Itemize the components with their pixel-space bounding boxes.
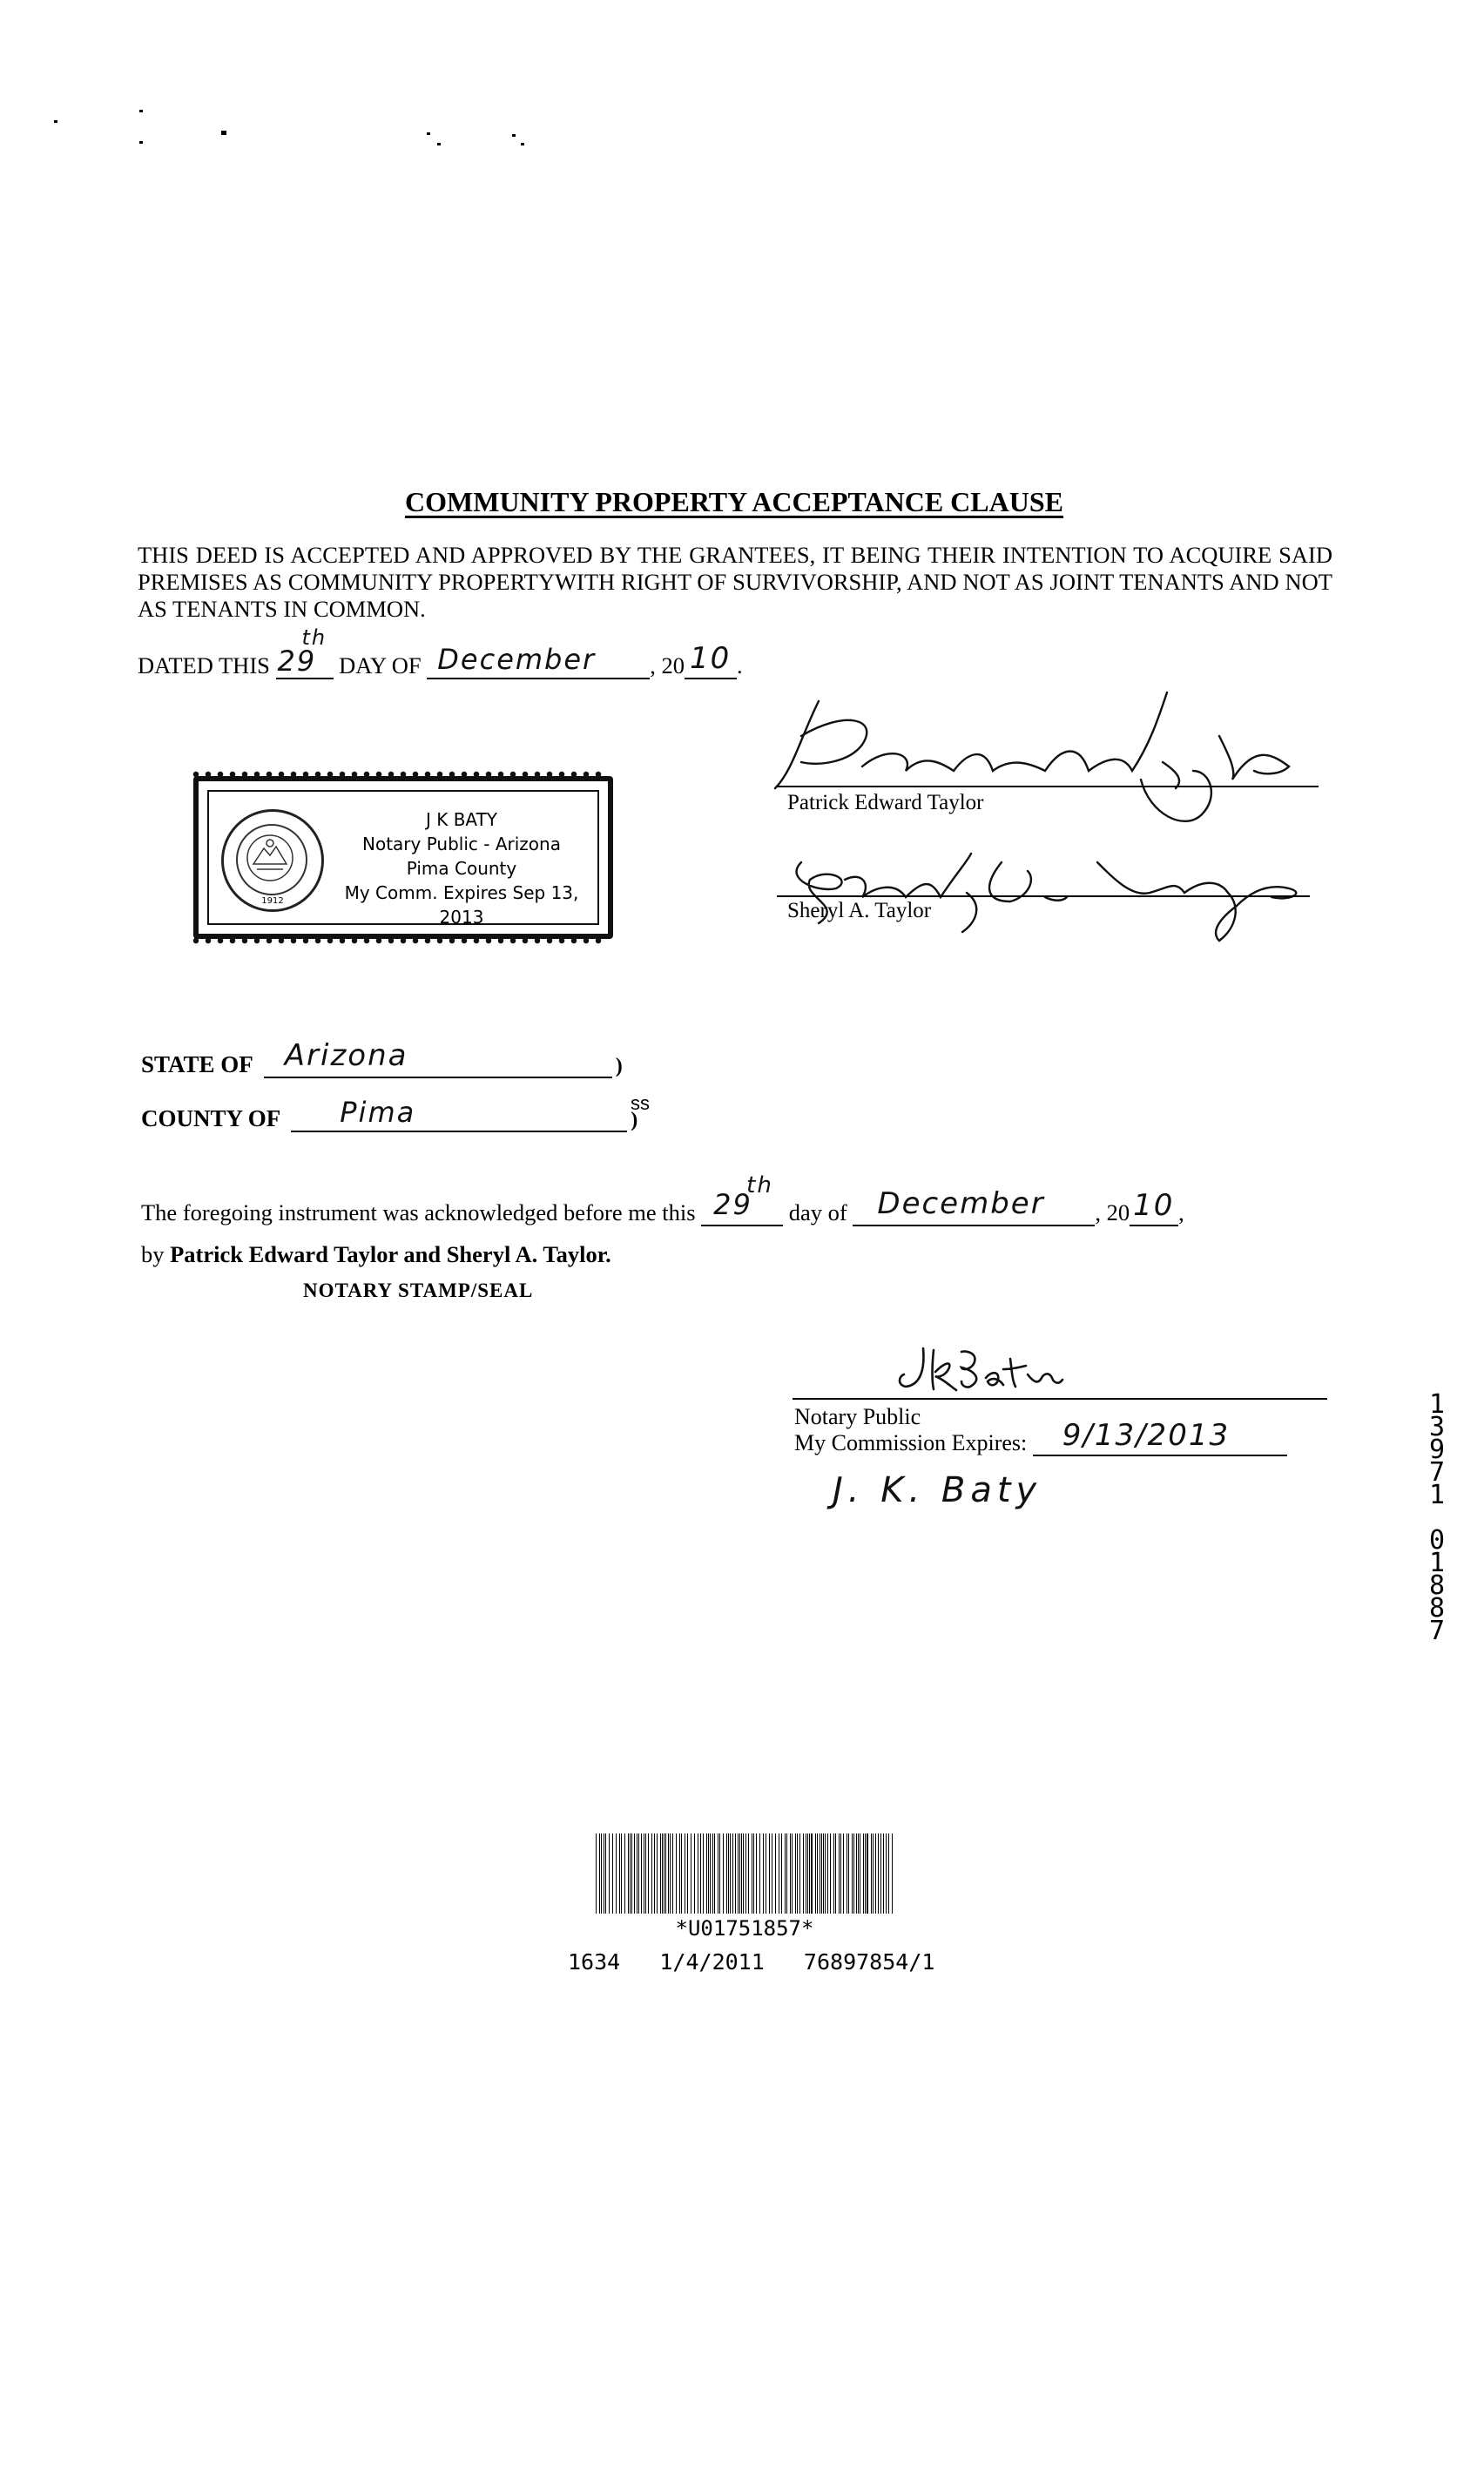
barcode-bar: [839, 1833, 840, 1914]
stamp-text-block: [322, 807, 601, 929]
barcode-bar: [830, 1833, 831, 1914]
barcode-bar: [797, 1833, 798, 1914]
barcode-bar: [657, 1833, 658, 1914]
county-value: Pima: [340, 1096, 416, 1129]
barcode-bar: [738, 1833, 739, 1914]
state-label: STATE OF: [141, 1051, 253, 1077]
dated-month-field: [427, 643, 650, 679]
barcode-bar: [803, 1833, 804, 1914]
barcode-bar: [745, 1833, 746, 1914]
barcode-bar: [708, 1833, 709, 1914]
barcode-bar: [670, 1833, 671, 1914]
ack-prefix: The foregoing instrument was acknowledged before me this: [141, 1199, 696, 1225]
side-digit: 9: [1428, 1435, 1446, 1465]
barcode-bar: [665, 1833, 666, 1914]
barcode-bar: [681, 1833, 682, 1914]
dated-day-field: [276, 625, 334, 679]
signature-line-1: [777, 786, 1319, 787]
barcode-meta: 1634 1/4/2011 76897854/1: [568, 1949, 935, 1975]
barcode-bar: [624, 1833, 625, 1914]
barcode-bar: [700, 1833, 701, 1914]
barcode-bar: [840, 1833, 841, 1914]
side-recording-number: [1420, 1389, 1454, 1646]
barcode-bar: [612, 1833, 613, 1914]
barcode-bar: [703, 1833, 704, 1914]
barcode-bar: [634, 1833, 635, 1914]
dated-year-field: [685, 641, 737, 679]
side-digit: 8: [1428, 1593, 1446, 1624]
barcode-bar: [676, 1833, 677, 1914]
barcode-bar: [648, 1833, 649, 1914]
stamp-edge: [190, 937, 606, 944]
arizona-seal-icon: [221, 809, 324, 912]
barcode-bar: [790, 1833, 791, 1914]
notary-stamp-seal-label: NOTARY STAMP/SEAL: [303, 1280, 534, 1301]
barcode-code: *U01751857*: [675, 1916, 814, 1941]
barcode-bar: [631, 1833, 632, 1914]
barcode-bar: [809, 1833, 810, 1914]
ack-year-field: [1130, 1188, 1178, 1226]
scan-speck: [521, 143, 524, 145]
county-bracket: ): [631, 1109, 638, 1131]
barcode-bar: [679, 1833, 680, 1914]
dated-prefix: DATED THIS: [138, 652, 270, 679]
notary-signature-graphic: [888, 1341, 1080, 1404]
barcode-bar: [799, 1833, 800, 1914]
dated-year-value: 10: [690, 641, 732, 676]
barcode-bar: [638, 1833, 639, 1914]
state-field: [264, 1038, 612, 1078]
ack-day-field: [701, 1172, 783, 1226]
barcode-bar: [732, 1833, 733, 1914]
barcode-bar: [645, 1833, 646, 1914]
notary-signature-line: [793, 1398, 1327, 1400]
barcode-bar: [863, 1833, 864, 1914]
barcode-bar: [739, 1833, 740, 1914]
dated-day-of: DAY OF: [339, 652, 422, 679]
barcode-bar: [811, 1833, 813, 1914]
side-digit: 8: [1428, 1570, 1446, 1601]
barcode-bar: [825, 1833, 826, 1914]
barcode-bar: [748, 1833, 749, 1914]
barcode-bar: [651, 1833, 652, 1914]
barcode-bar: [599, 1833, 600, 1914]
seal-inner-ring: [236, 824, 307, 895]
notary-public-label: Notary Public: [794, 1404, 921, 1429]
barcode-bar: [886, 1833, 887, 1914]
barcode-bar: [596, 1833, 597, 1914]
barcode-bar: [719, 1833, 720, 1914]
document-title: COMMUNITY PROPERTY ACCEPTANCE CLAUSE: [405, 486, 1063, 517]
barcode-bar: [706, 1833, 707, 1914]
barcode-bar: [848, 1833, 849, 1914]
barcode-bar: [867, 1833, 868, 1914]
side-digit: 0: [1428, 1525, 1446, 1556]
side-digit: 3: [1428, 1412, 1446, 1442]
scan-speck: [54, 120, 57, 123]
ack-year-value: 10: [1133, 1188, 1175, 1223]
barcode-bar: [609, 1833, 610, 1914]
barcode-bar: [714, 1833, 715, 1914]
barcode-bar: [712, 1833, 713, 1914]
barcode-bar: [856, 1833, 857, 1914]
barcode-bar: [817, 1833, 818, 1914]
barcode-bar: [781, 1833, 782, 1914]
notary-stamp: [193, 776, 613, 939]
barcode-bar: [875, 1833, 876, 1914]
barcode-bar: [694, 1833, 695, 1914]
barcode-bar: [833, 1833, 834, 1914]
stamp-expiration: My Comm. Expires Sep 13, 2013: [344, 882, 579, 928]
stamp-edge: [190, 771, 606, 778]
state-value: Arizona: [284, 1038, 408, 1073]
state-bracket: ): [615, 1055, 623, 1077]
barcode-bar: [878, 1833, 879, 1914]
barcode-bar: [852, 1833, 853, 1914]
scan-speck: [139, 110, 143, 112]
barcode-bar: [619, 1833, 620, 1914]
signer-1-name: Patrick Edward Taylor: [787, 791, 984, 814]
barcode-bar: [756, 1833, 757, 1914]
barcode-bar: [883, 1833, 884, 1914]
dated-end: .: [737, 652, 743, 679]
notary-printed-name: J. K. Baty: [833, 1470, 1042, 1510]
barcode-bar: [786, 1833, 787, 1914]
ack-month-value: December: [877, 1186, 1045, 1221]
barcode-bar: [723, 1833, 724, 1914]
barcode-bar: [823, 1833, 824, 1914]
ack-day-value: 29: [713, 1188, 752, 1221]
barcode-bar: [710, 1833, 711, 1914]
barcode-bar: [880, 1833, 881, 1914]
barcode-graphic: [594, 1833, 897, 1914]
by-names: Patrick Edward Taylor and Sheryl A. Taylor: [170, 1241, 606, 1267]
side-digit: 1: [1428, 1389, 1446, 1420]
stamp-notary-title: Notary Public - Arizona: [362, 834, 561, 854]
acceptance-clause-text: THIS DEED IS ACCEPTED AND APPROVED BY THE GRANTEES, IT BEING THEIR INTENTION TO ACQUIRE SAID PREMISES AS COMMUNITY PROPERTYWITH RIGHT OF SURVIVORSHIP, AND NOT AS JOINT TENANTS AND NOT AS TENANTS IN COMMON.: [138, 542, 1332, 622]
ack-end: ,: [1178, 1199, 1184, 1225]
ack-day-of: day of: [788, 1199, 847, 1225]
commission-expires-label: My Commission Expires:: [794, 1430, 1028, 1455]
barcode-bar: [730, 1833, 731, 1914]
barcode-bar: [630, 1833, 631, 1914]
barcode-bar: [616, 1833, 617, 1914]
acknowledgment-by-line: [141, 1241, 611, 1268]
commission-expires-row: [794, 1418, 1287, 1456]
scan-speck: [427, 132, 430, 135]
side-digit: 7: [1428, 1457, 1446, 1488]
signature-patrick-graphic: [766, 684, 1324, 841]
barcode-bar: [873, 1833, 874, 1914]
barcode-bar: [843, 1833, 844, 1914]
by-prefix: by: [141, 1241, 171, 1267]
dated-day-value: 29: [277, 645, 317, 678]
barcode-bar: [763, 1833, 764, 1914]
barcode-bar: [668, 1833, 669, 1914]
seal-emblem-icon: [238, 826, 302, 890]
county-label: COUNTY OF: [141, 1105, 281, 1131]
barcode-bar: [815, 1833, 816, 1914]
barcode-bar: [753, 1833, 754, 1914]
barcode-bar: [687, 1833, 688, 1914]
by-end: .: [605, 1241, 611, 1267]
barcode-bar: [641, 1833, 642, 1914]
barcode-bar: [654, 1833, 655, 1914]
barcode-bar: [827, 1833, 828, 1914]
commission-expires-value: 9/13/2013: [1062, 1418, 1231, 1453]
stamp-notary-name: J K BATY: [425, 809, 497, 830]
county-field: [291, 1096, 627, 1132]
dated-month-value: December: [437, 643, 597, 676]
barcode-bar: [728, 1833, 729, 1914]
state-row: [141, 1038, 623, 1078]
barcode-bar: [892, 1833, 893, 1914]
barcode-bar: [660, 1833, 661, 1914]
barcode-bar: [741, 1833, 742, 1914]
ss-label: ss: [631, 1092, 650, 1114]
side-digit: 1: [1428, 1480, 1446, 1510]
barcode-bar: [743, 1833, 744, 1914]
signer-2-name: Sheryl A. Taylor: [787, 899, 932, 922]
stamp-county: Pima County: [406, 858, 517, 879]
barcode-bar: [769, 1833, 770, 1914]
barcode-bar: [628, 1833, 629, 1914]
scan-speck: [437, 143, 441, 145]
barcode-bar: [726, 1833, 727, 1914]
barcode-bar: [759, 1833, 760, 1914]
barcode-bar: [662, 1833, 663, 1914]
commission-expires-field: [1033, 1418, 1287, 1456]
scan-speck: [139, 141, 143, 144]
dated-year-prefix: , 20: [650, 652, 685, 679]
barcode-bar: [807, 1833, 808, 1914]
acknowledgment-line: [141, 1172, 1184, 1226]
barcode-bar: [672, 1833, 673, 1914]
barcode-bar: [835, 1833, 836, 1914]
barcode-bar: [785, 1833, 786, 1914]
barcode-bar: [888, 1833, 889, 1914]
side-digit: 7: [1428, 1616, 1446, 1646]
ack-day-suffix: th: [746, 1172, 773, 1198]
barcode-bar: [601, 1833, 602, 1914]
signature-line-2: [777, 895, 1310, 897]
scan-speck: [221, 131, 226, 135]
barcode-bar: [605, 1833, 606, 1914]
scan-speck: [512, 134, 516, 137]
barcode-bar: [735, 1833, 736, 1914]
dated-line: [138, 625, 743, 679]
barcode-bar: [821, 1833, 822, 1914]
barcode-bar: [853, 1833, 854, 1914]
barcode-bar: [871, 1833, 872, 1914]
barcode-bar: [621, 1833, 622, 1914]
ack-month-field: [853, 1186, 1095, 1226]
ack-year-prefix: , 20: [1095, 1199, 1130, 1225]
county-row: [141, 1096, 638, 1132]
barcode-bar: [865, 1833, 866, 1914]
stamp-border: [207, 790, 599, 928]
side-digit: 1: [1428, 1548, 1446, 1578]
barcode-bar: [795, 1833, 796, 1914]
seal-year: 1912: [261, 896, 284, 906]
dated-day-suffix: th: [301, 625, 327, 650]
barcode-bar: [858, 1833, 859, 1914]
barcode-bar: [775, 1833, 776, 1914]
barcode-bar: [792, 1833, 793, 1914]
